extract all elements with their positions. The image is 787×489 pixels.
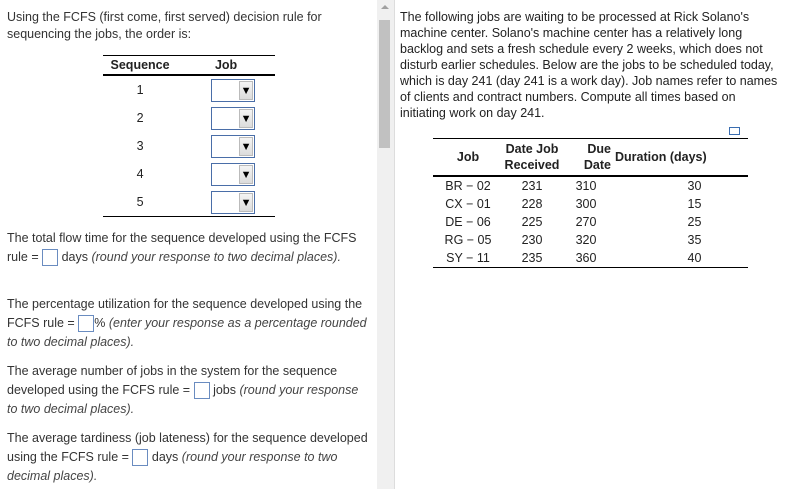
job-name: DE − 06 [445,215,491,229]
table-row [433,231,748,249]
question-text: The average tardiness (job lateness) for the sequence developed using the FCFS rule = [7,431,368,464]
dropdown-arrow-icon: ▼ [239,137,253,156]
question-text: The percentage utilization for the sequence developed using the FCFS rule = [7,297,363,330]
sequence-number: 2 [136,111,144,125]
due-date-header: Due Date [561,139,611,177]
scroll-up-arrow-icon[interactable] [381,5,389,9]
question-text: The average number of jobs in the system for the sequence developed using the FCFS rule = [7,364,338,397]
dropdown-arrow-icon: ▼ [239,109,253,128]
table-row [433,176,748,195]
tardiness-input[interactable] [132,449,148,466]
hint-text: (round your response to two decimal places). [7,383,359,416]
job-select-4[interactable] [211,163,255,186]
due-date: 320 [575,233,597,247]
question-avg-jobs [7,362,372,419]
table-row [103,104,275,132]
table-row [103,188,275,217]
duration: 25 [687,215,702,229]
sequence-number: 5 [103,188,177,217]
job-header: Job [177,56,275,76]
due-date: 360 [561,249,611,268]
scrollbar[interactable] [377,0,395,489]
job-name: RG − 05 [444,233,492,247]
avg-jobs-input[interactable] [194,382,210,399]
sequence-number: 4 [136,167,144,181]
date-received: 231 [521,179,543,193]
scrollbar-thumb[interactable] [379,20,390,148]
duration-header: Duration (days) [611,139,748,177]
question-tardiness [7,429,372,486]
dropdown-arrow-icon: ▼ [239,165,253,184]
sequence-table [103,55,275,217]
dropdown-arrow-icon: ▼ [239,193,253,212]
due-date: 300 [575,197,597,211]
table-row [433,213,748,231]
flow-time-input[interactable] [42,249,58,266]
unit-label: days [151,450,179,464]
table-row [103,160,275,188]
unit-label: % [94,316,106,330]
intro-text: Using the FCFS (first come, first served) decision rule for sequencing the jobs, the order is: [7,10,322,41]
duration: 15 [687,197,702,211]
question-text: The total flow time for the sequence developed using the FCFS rule = [7,231,357,264]
dropdown-arrow-icon: ▼ [239,81,253,100]
table-row [103,132,275,160]
date-received: 235 [503,249,561,268]
hint-text: (round your response to two decimal places). [91,250,341,264]
table-row [433,249,748,268]
job-select-1[interactable] [211,79,255,102]
unit-label: jobs [213,383,236,397]
hint-text: (enter your response as a percentage rounded to two decimal places). [7,316,367,349]
job-select-2[interactable] [211,107,255,130]
job-name: BR − 02 [445,179,491,193]
duration: 35 [687,233,702,247]
utilization-input[interactable] [78,315,94,332]
job-name: CX − 01 [445,197,491,211]
table-row [433,195,748,213]
table-row [103,75,275,104]
sequence-header: Sequence [103,56,177,76]
question-utilization [7,295,372,352]
date-received-header: Date Job Received [503,139,561,177]
date-received: 225 [521,215,543,229]
due-date: 270 [575,215,597,229]
duration: 30 [687,179,702,193]
job-select-5[interactable] [211,191,255,214]
due-date: 310 [575,179,597,193]
sequence-number: 3 [136,139,144,153]
duration: 40 [611,249,748,268]
date-received: 230 [521,233,543,247]
job-header: Job [433,139,503,177]
jobs-table [433,138,748,268]
unit-label: days [61,250,88,264]
expand-table-icon[interactable] [729,127,740,135]
date-received: 228 [521,197,543,211]
hint-text: (round your response to two decimal places). [7,450,338,483]
job-select-3[interactable] [211,135,255,158]
job-name: SY − 11 [433,249,503,268]
problem-text: The following jobs are waiting to be processed at Rick Solano's machine center. Solano's machine center has a relatively long backlog and sets a fresh schedule every 2 weeks, which does not disturb earlier schedules. Below are the jobs to be scheduled today, which is day 241 (day 241 is a work day). Job names refer to names of clients and contract numbers. Compute all times based on initiating work on day 241. [400,10,778,120]
sequence-number: 1 [136,83,144,97]
question-flow-time [7,229,372,267]
